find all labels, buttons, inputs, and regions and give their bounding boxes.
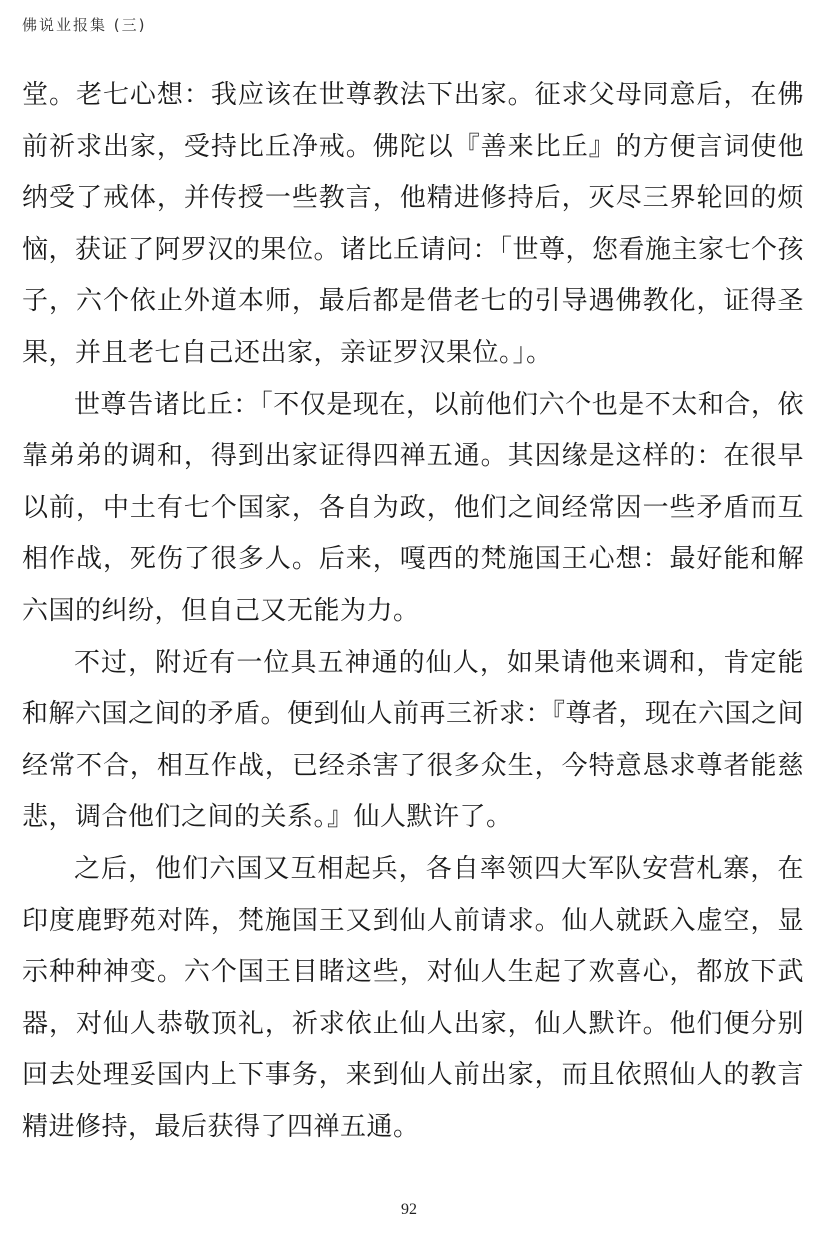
paragraph: 之后，他们六国又互相起兵，各自率领四大军队安营札寨，在印度鹿野苑对阵，梵施国王又到仙人前请求。仙人就跃入虚空，显示种种神变。六个国王目睹这些，对仙人生起了欢喜心，都放下武器，对仙人恭敬顶礼，祈求依止仙人出家，仙人默许。他们便分别回去处理妥国内上下事务，来到仙人前出家，而且依照仙人的教言精进修持，最后获得了四禅五通。 bbox=[22, 853, 804, 1142]
running-header: 佛说业报集 (三) bbox=[22, 16, 147, 34]
paragraph: 世尊告诸比丘：「不仅是现在，以前他们六个也是不太和合，依靠弟弟的调和，得到出家证得四禅五通。其因缘是这样的：在很早以前，中土有七个国家，各自为政，他们之间经常因一些矛盾而互相作战，死伤了很多人。后来，嘎西的梵施国王心想：最好能和解六国的纠纷，但自己又无能为力。 bbox=[22, 389, 804, 626]
page-number: 92 bbox=[401, 1201, 417, 1218]
paragraph: 堂。老七心想：我应该在世尊教法下出家。征求父母同意后，在佛前祈求出家，受持比丘净戒。佛陀以『善来比丘』的方便言词使他纳受了戒体，并传授一些教言，他精进修持后，灭尽三界轮回的烦恼，获证了阿罗汉的果位。诸比丘请问：「世尊，您看施主家七个孩子，六个依止外道本师，最后都是借老七的引导遇佛教化，证得圣果，并且老七自己还出家，亲证罗汉果位。」。 bbox=[22, 80, 805, 368]
paragraph: 不过，附近有一位具五神通的仙人，如果请他来调和，肯定能和解六国之间的矛盾。便到仙人前再三祈求：『尊者，现在六国之间经常不合，相互作战，已经杀害了很多众生，今特意恳求尊者能慈悲，调合他们之间的关系。』仙人默许了。 bbox=[22, 647, 805, 833]
body-text bbox=[22, 70, 804, 1153]
